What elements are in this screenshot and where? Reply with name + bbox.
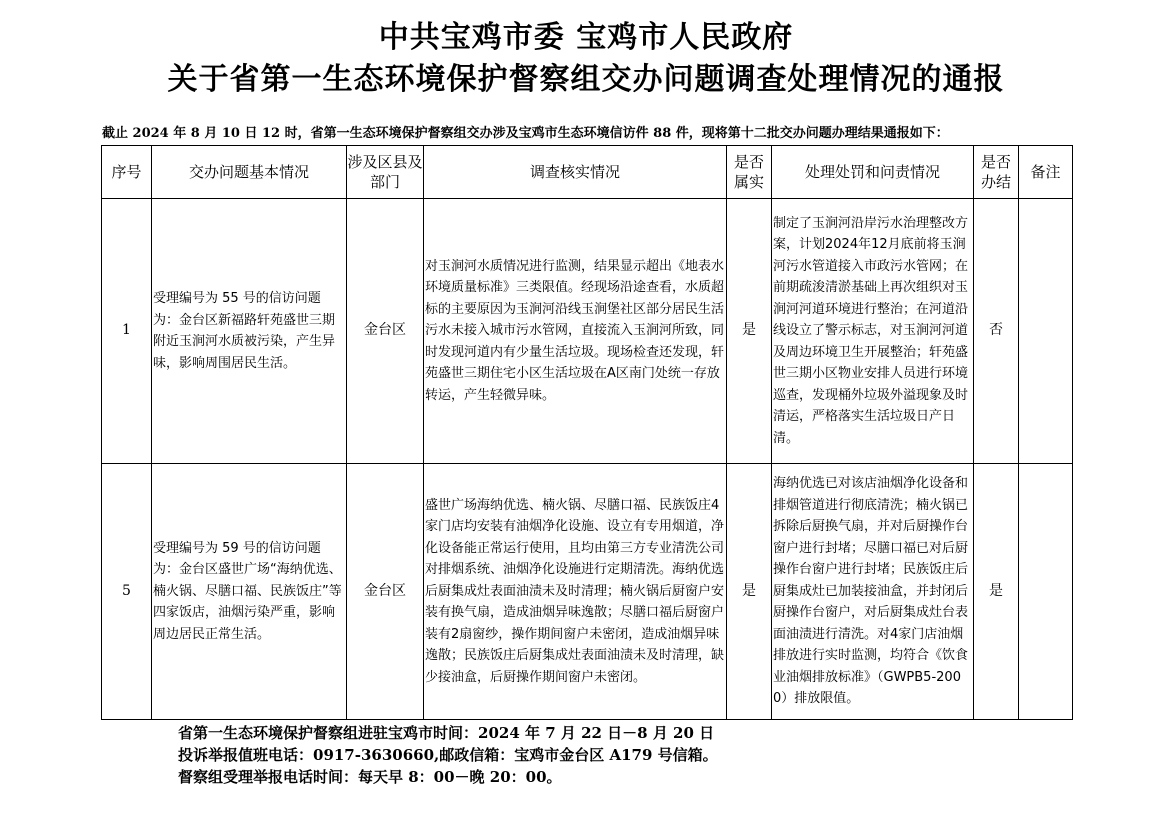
cell-basic: 受理编号为 55 号的信访问题为：金台区新福路轩苑盛世三期附近玉涧河水质被污染，产生异味，影响周围居民生活。 — [152, 199, 347, 464]
cell-remark — [1019, 464, 1073, 720]
cell-dept: 金台区 — [347, 199, 424, 464]
cell-verified: 是 — [727, 464, 772, 720]
table-header-row — [102, 146, 1073, 199]
header-completed: 是否办结 — [974, 146, 1019, 199]
cell-seq: 5 — [102, 464, 152, 720]
table-row — [102, 199, 1073, 464]
document-title-line1: 中共宝鸡市委 宝鸡市人民政府 — [378, 20, 794, 55]
cell-investigation: 对玉涧河水质情况进行监测，结果显示超出《地表水环境质量标准》三类限值。经现场沿途查看，水质超标的主要原因为玉涧河沿线玉涧堡社区部分居民生活污水未接入城市污水管网，直接流入玉涧河所致，同时发现河道内有少量生活垃圾。现场检查还发现，轩苑盛世三期住宅小区生活垃圾在A区南门处统一存放转运，产生轻微异味。 — [424, 199, 727, 464]
cell-completed: 否 — [974, 199, 1019, 464]
report-table — [101, 145, 1073, 720]
cell-remark — [1019, 199, 1073, 464]
footer-residence-time: 省第一生态环境保护督察组进驻宝鸡市时间：2024 年 7 月 22 日－8 月 20 日 — [178, 724, 715, 742]
header-investigation: 调查核实情况 — [424, 146, 727, 199]
document-title-line2: 关于省第一生态环境保护督察组交办问题调查处理情况的通报 — [167, 62, 1005, 97]
cell-dept: 金台区 — [347, 464, 424, 720]
footer-hotline: 投诉举报值班电话：0917-3630660,邮政信箱：宝鸡市金台区 A179 号信箱。 — [178, 746, 718, 764]
footer-notes — [178, 722, 718, 788]
cell-handling: 制定了玉涧河沿岸污水治理整改方案，计划2024年12月底前将玉涧河污水管道接入市政污水管网；在前期疏浚清淤基础上再次组织对玉涧河河道环境进行整治；在河道沿线设立了警示标志，对玉涧河河道及周边环境卫生开展整治；轩苑盛世三期小区物业安排人员进行环境巡查，发现桶外垃圾外溢现象及时清运，严格落实生活垃圾日产日清。 — [772, 199, 974, 464]
header-dept: 涉及区县及部门 — [347, 146, 424, 199]
cell-verified: 是 — [727, 199, 772, 464]
cell-handling: 海纳优选已对该店油烟净化设备和排烟管道进行彻底清洗；楠火锅已拆除后厨换气扇，并对后厨操作台窗户进行封堵；尽膳口福已对后厨操作台窗户进行封堵；民族饭庄后厨集成灶已加装接油盒，并封闭后厨操作台窗户，对后厨集成灶台表面油渍进行清洗。对4家门店油烟排放进行实时监测，均符合《饮食业油烟排放标准》（GWPB5-2000）排放限值。 — [772, 464, 974, 720]
cell-basic: 受理编号为 59 号的信访问题为：金台区盛世广场“海纳优选、楠火锅、尽膳口福、民族饭庄”等四家饭店，油烟污染严重，影响周边居民正常生活。 — [152, 464, 347, 720]
table-row — [102, 464, 1073, 720]
header-handling: 处理处罚和问责情况 — [772, 146, 974, 199]
cell-completed: 是 — [974, 464, 1019, 720]
intro-text: 截止 2024 年 8 月 10 日 12 时，省第一生态环境保护督察组交办涉及宝鸡市生态环境信访件 88 件，现将第十二批交办问题办理结果通报如下： — [102, 126, 949, 141]
cell-seq: 1 — [102, 199, 152, 464]
header-remark: 备注 — [1019, 146, 1073, 199]
footer-report-hours: 督察组受理举报电话时间：每天早 8：00－晚 20：00。 — [178, 768, 562, 786]
header-seq: 序号 — [102, 146, 152, 199]
header-verified: 是否属实 — [727, 146, 772, 199]
header-basic: 交办问题基本情况 — [152, 146, 347, 199]
cell-investigation: 盛世广场海纳优选、楠火锅、尽膳口福、民族饭庄4家门店均安装有油烟净化设施、设立有专用烟道，净化设备能正常运行使用，且均由第三方专业清洗公司对排烟系统、油烟净化设施进行定期清洗。海纳优选后厨集成灶表面油渍未及时清理；楠火锅后厨窗户安装有换气扇，造成油烟异味逸散；尽膳口福后厨窗户装有2扇窗纱，操作期间窗户未密闭，造成油烟异味逸散；民族饭庄后厨集成灶表面油渍未及时清理，缺少接油盒，后厨操作期间窗户未密闭。 — [424, 464, 727, 720]
